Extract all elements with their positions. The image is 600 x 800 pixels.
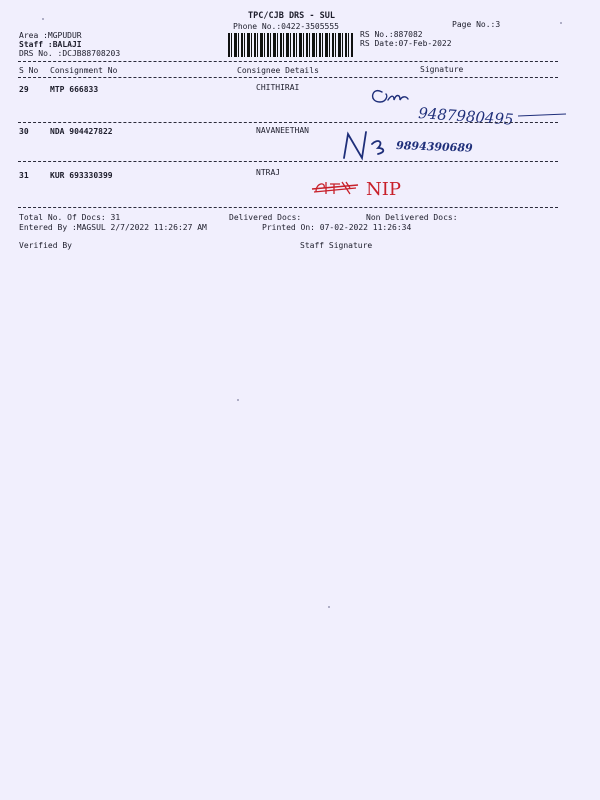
handwritten-nip: NIP [366, 179, 401, 200]
row-consignment-no: KUR 693330399 [50, 171, 113, 180]
row-consignee: CHITHIRAI [256, 83, 300, 92]
staff-label: Staff :BALAJI [19, 40, 82, 49]
area-label: Area :MGPUDUR [19, 31, 82, 40]
handwritten-signature-30 [338, 128, 508, 162]
row-sno: 29 [19, 85, 29, 94]
row-sno: 31 [19, 171, 29, 180]
non-delivered-docs: Non Delivered Docs: [366, 213, 458, 222]
scan-speck [328, 606, 330, 608]
row-consignee: NAVANEETHAN [256, 126, 309, 135]
scan-speck [560, 22, 562, 24]
column-header-consignee: Consignee Details [237, 66, 319, 75]
barcode [228, 33, 353, 57]
divider [18, 77, 558, 78]
divider [18, 122, 558, 123]
printed-on: Printed On: 07-02-2022 11:26:34 [262, 223, 412, 232]
divider [18, 61, 558, 62]
total-docs: Total No. Of Docs: 31 [19, 213, 121, 222]
row-consignee: NTRAJ [256, 168, 281, 177]
divider [18, 207, 558, 208]
rs-date: RS Date:07-Feb-2022 [360, 39, 452, 48]
column-header-consignment: Consignment No [50, 66, 118, 75]
column-header-signature: Signature [420, 65, 464, 74]
delivered-docs: Delivered Docs: [229, 213, 302, 222]
drs-number: DRS No. :DCJB88708203 [19, 49, 121, 58]
rs-number: RS No.:887082 [360, 30, 423, 39]
row-consignment-no: NDA 904427822 [50, 127, 113, 136]
handwritten-note-31 [310, 172, 420, 202]
column-header-sno: S No [19, 66, 39, 75]
staff-signature: Staff Signature [300, 241, 373, 250]
handwritten-phone: 9487980495 [417, 104, 515, 129]
document-title: TPC/CJB DRS - SUL [248, 11, 335, 21]
handwritten-phone: 9894390689 [395, 139, 473, 155]
scan-speck [42, 18, 44, 20]
page-number: Page No.:3 [452, 20, 501, 29]
entered-by: Entered By :MAGSUL 2/7/2022 11:26:27 AM [19, 223, 207, 232]
row-consignment-no: MTP 666833 [50, 85, 99, 94]
verified-by: Verified By [19, 241, 72, 250]
row-sno: 30 [19, 127, 29, 136]
phone-number: Phone No.:0422-3505555 [233, 22, 339, 31]
divider [18, 161, 558, 162]
scan-speck [237, 399, 239, 401]
